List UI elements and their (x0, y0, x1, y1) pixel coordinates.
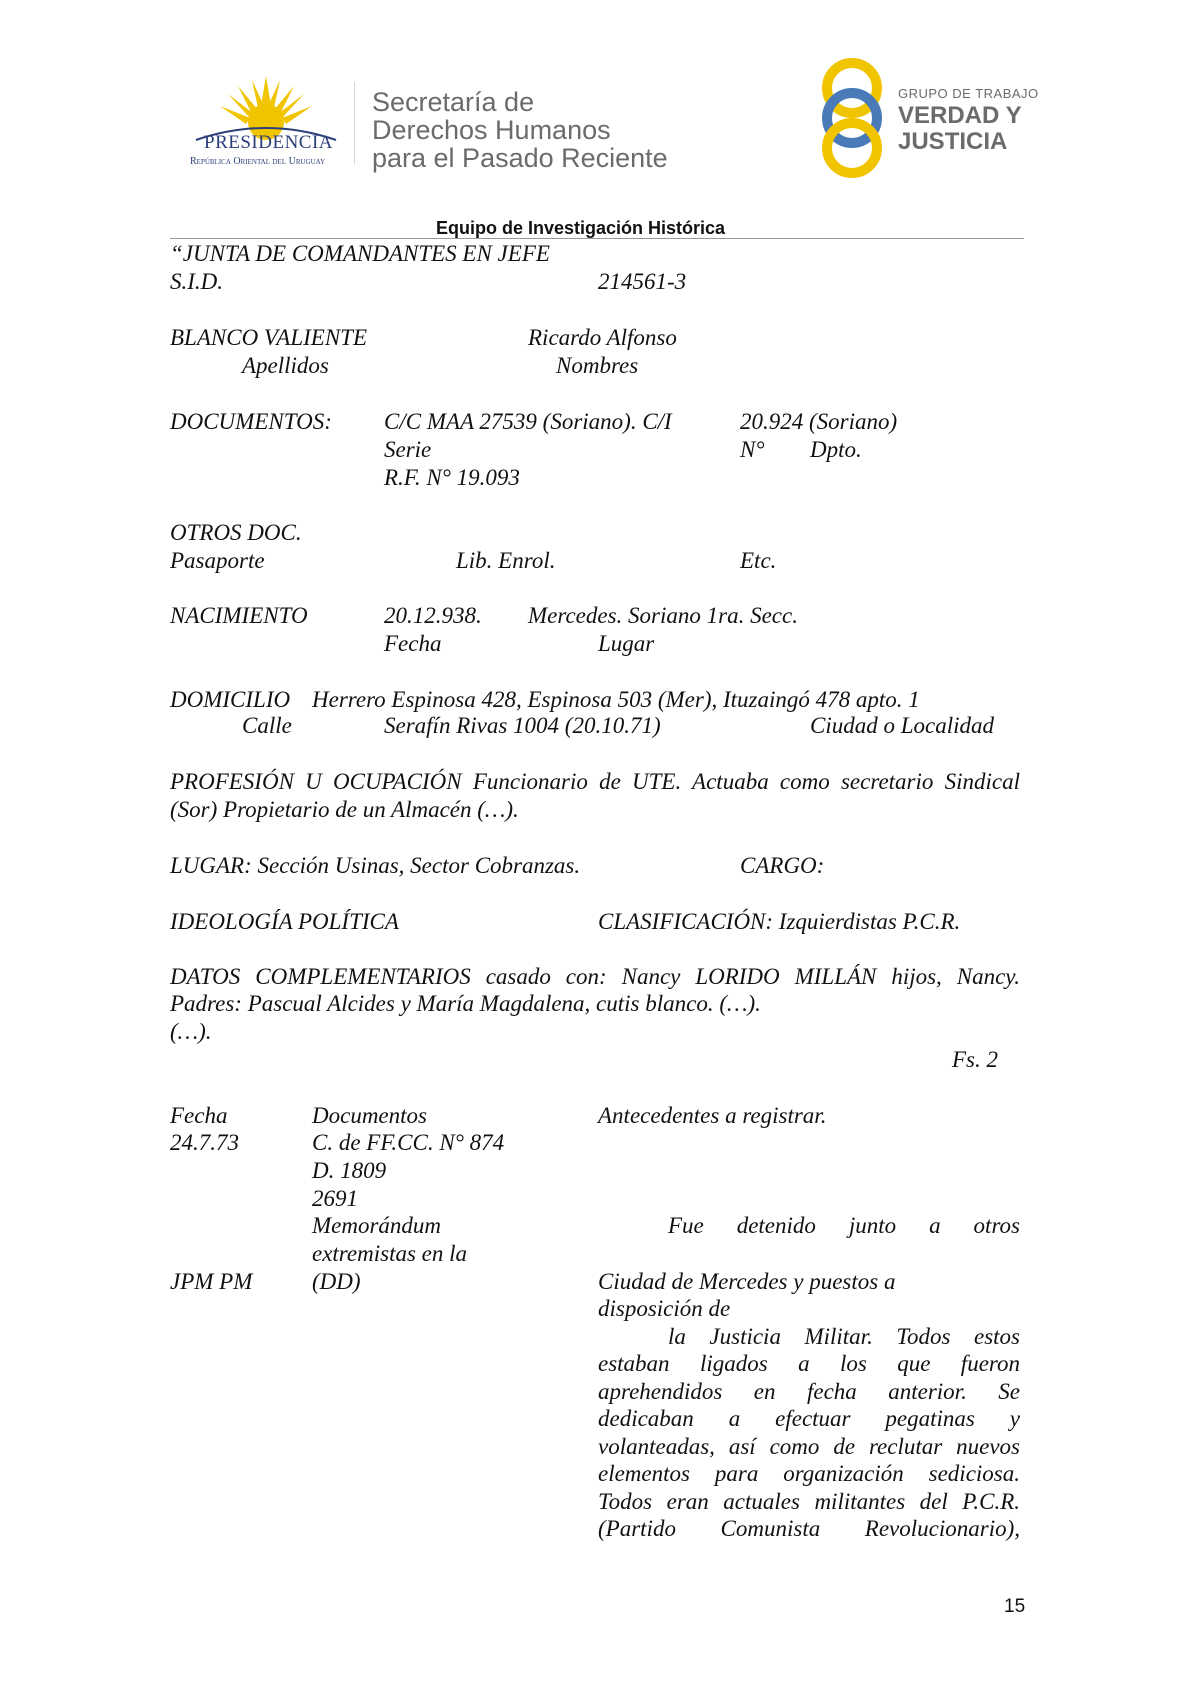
record-text-8: volanteadas, así como de reclutar nuevos (598, 1434, 1020, 1459)
other-docs-label: OTROS DOC. (170, 520, 302, 545)
record-text-4: la Justicia Militar. Todos estos (668, 1324, 1020, 1349)
presidencia-label: PRESIDENCIA (204, 132, 334, 153)
record-text-6: aprehendidos en fecha anterior. Se (598, 1379, 1020, 1404)
record-text-5: estaban ligados a los que fueron (598, 1351, 1020, 1376)
birth-place-value: Mercedes. Soriano 1ra. Secc. (528, 603, 798, 628)
secretaria-line-1: Secretaría de (372, 87, 535, 117)
record-jpm: JPM PM (170, 1269, 253, 1294)
doc-heading: “JUNTA DE COMANDANTES EN JEFE (170, 241, 550, 266)
record-text-9: elementos para organización sediciosa. (598, 1461, 1020, 1486)
record-text-11: (Partido Comunista Revolucionario), (598, 1516, 1020, 1541)
record-text-2: Ciudad de Mercedes y puestos a (598, 1269, 896, 1294)
position-label: CARGO: (740, 853, 825, 878)
section-subtitle: Equipo de Investigación Histórica (436, 218, 726, 238)
ideology-label: IDEOLOGÍA POLÍTICA (170, 909, 399, 934)
enrolment-label: Lib. Enrol. (456, 548, 556, 573)
given-names-label: Nombres (556, 353, 639, 378)
folio-number: Fs. 2 (952, 1047, 998, 1072)
secretaria-title (372, 88, 668, 172)
record-doc-3: 2691 (312, 1186, 358, 1211)
justicia-label: JUSTICIA (898, 128, 1008, 155)
record-text-3: disposición de (598, 1296, 731, 1321)
workplace-line: LUGAR: Sección Usinas, Sector Cobranzas. (170, 853, 581, 878)
rings-icon (816, 56, 888, 180)
address-line-2: Serafín Rivas 1004 (20.10.71) (384, 713, 661, 738)
birth-place-label: Lugar (598, 631, 655, 656)
table-header-date: Fecha (170, 1103, 228, 1128)
verdad-label: VERDAD Y (898, 102, 1022, 129)
city-label: Ciudad o Localidad (810, 713, 995, 738)
occupation-line-1: PROFESIÓN U OCUPACIÓN Funcionario de UTE. Actuaba como secretario Sindical (170, 769, 1020, 794)
given-names-value: Ricardo Alfonso (528, 325, 677, 350)
birth-label: NACIMIENTO (170, 603, 308, 628)
record-doc-5: extremistas en la (312, 1241, 468, 1266)
secretaria-line-2: Derechos Humanos (372, 115, 611, 145)
record-date: 24.7.73 (170, 1130, 239, 1155)
table-header-records: Antecedentes a registrar. (598, 1103, 827, 1128)
record-doc-1: C. de FF.CC. N° 874 (312, 1130, 505, 1155)
complementary-line-1: DATOS COMPLEMENTARIOS casado con: Nancy LORIDO MILLÁN hijos, Nancy. (170, 964, 1020, 989)
department-label: Dpto. (810, 437, 862, 462)
sid-number: 214561-3 (598, 269, 687, 294)
birth-date-label: Fecha (384, 631, 442, 656)
presidencia-logo (186, 74, 346, 174)
record-dd: (DD) (312, 1269, 361, 1294)
document-line-1b: 20.924 (Soriano) (740, 409, 898, 434)
sid-label: S.I.D. (170, 269, 224, 294)
street-label: Calle (242, 713, 292, 738)
table-header-documents: Documentos (312, 1103, 427, 1128)
surname-value: BLANCO VALIENTE (170, 325, 368, 350)
record-text-7: dedicaban a efectuar pegatinas y (598, 1406, 1020, 1431)
record-text-10: Todos eran actuales militantes del P.C.R. (598, 1489, 1020, 1514)
occupation-line-2: (Sor) Propietario de un Almacén (…). (170, 797, 519, 822)
rf-number: R.F. N° 19.093 (384, 465, 520, 490)
complementary-line-3: (…). (170, 1019, 212, 1044)
document-line-1: C/C MAA 27539 (Soriano). C/I (384, 409, 672, 434)
complementary-line-2: Padres: Pascual Alcides y María Magdalena, cutis blanco. (…). (170, 991, 761, 1016)
record-doc-4: Memorándum (312, 1213, 442, 1238)
grupo-trabajo-label: GRUPO DE TRABAJO (898, 86, 1039, 101)
republica-label: República Oriental del Uruguay (190, 156, 326, 167)
surname-label: Apellidos (242, 353, 329, 378)
verdad-justicia-logo (816, 56, 1039, 180)
classification-line: CLASIFICACIÓN: Izquierdistas P.C.R. (598, 909, 961, 934)
header-rule (170, 238, 1024, 239)
passport-label: Pasaporte (170, 548, 265, 573)
number-label: N° (740, 437, 765, 462)
logo-divider (354, 82, 355, 164)
record-doc-2: D. 1809 (312, 1158, 387, 1183)
secretaria-line-3: para el Pasado Reciente (372, 143, 668, 173)
serie-label: Serie (384, 437, 432, 462)
page-number: 15 (1004, 1596, 1026, 1617)
address-line-1: Herrero Espinosa 428, Espinosa 503 (Mer), Ituzaingó 478 apto. 1 (312, 687, 920, 712)
record-text-1: Fue detenido junto a otros (668, 1213, 1020, 1238)
address-label: DOMICILIO (170, 687, 291, 712)
birth-date-value: 20.12.938. (384, 603, 482, 628)
documents-label: DOCUMENTOS: (170, 409, 332, 434)
etc-label: Etc. (740, 548, 777, 573)
